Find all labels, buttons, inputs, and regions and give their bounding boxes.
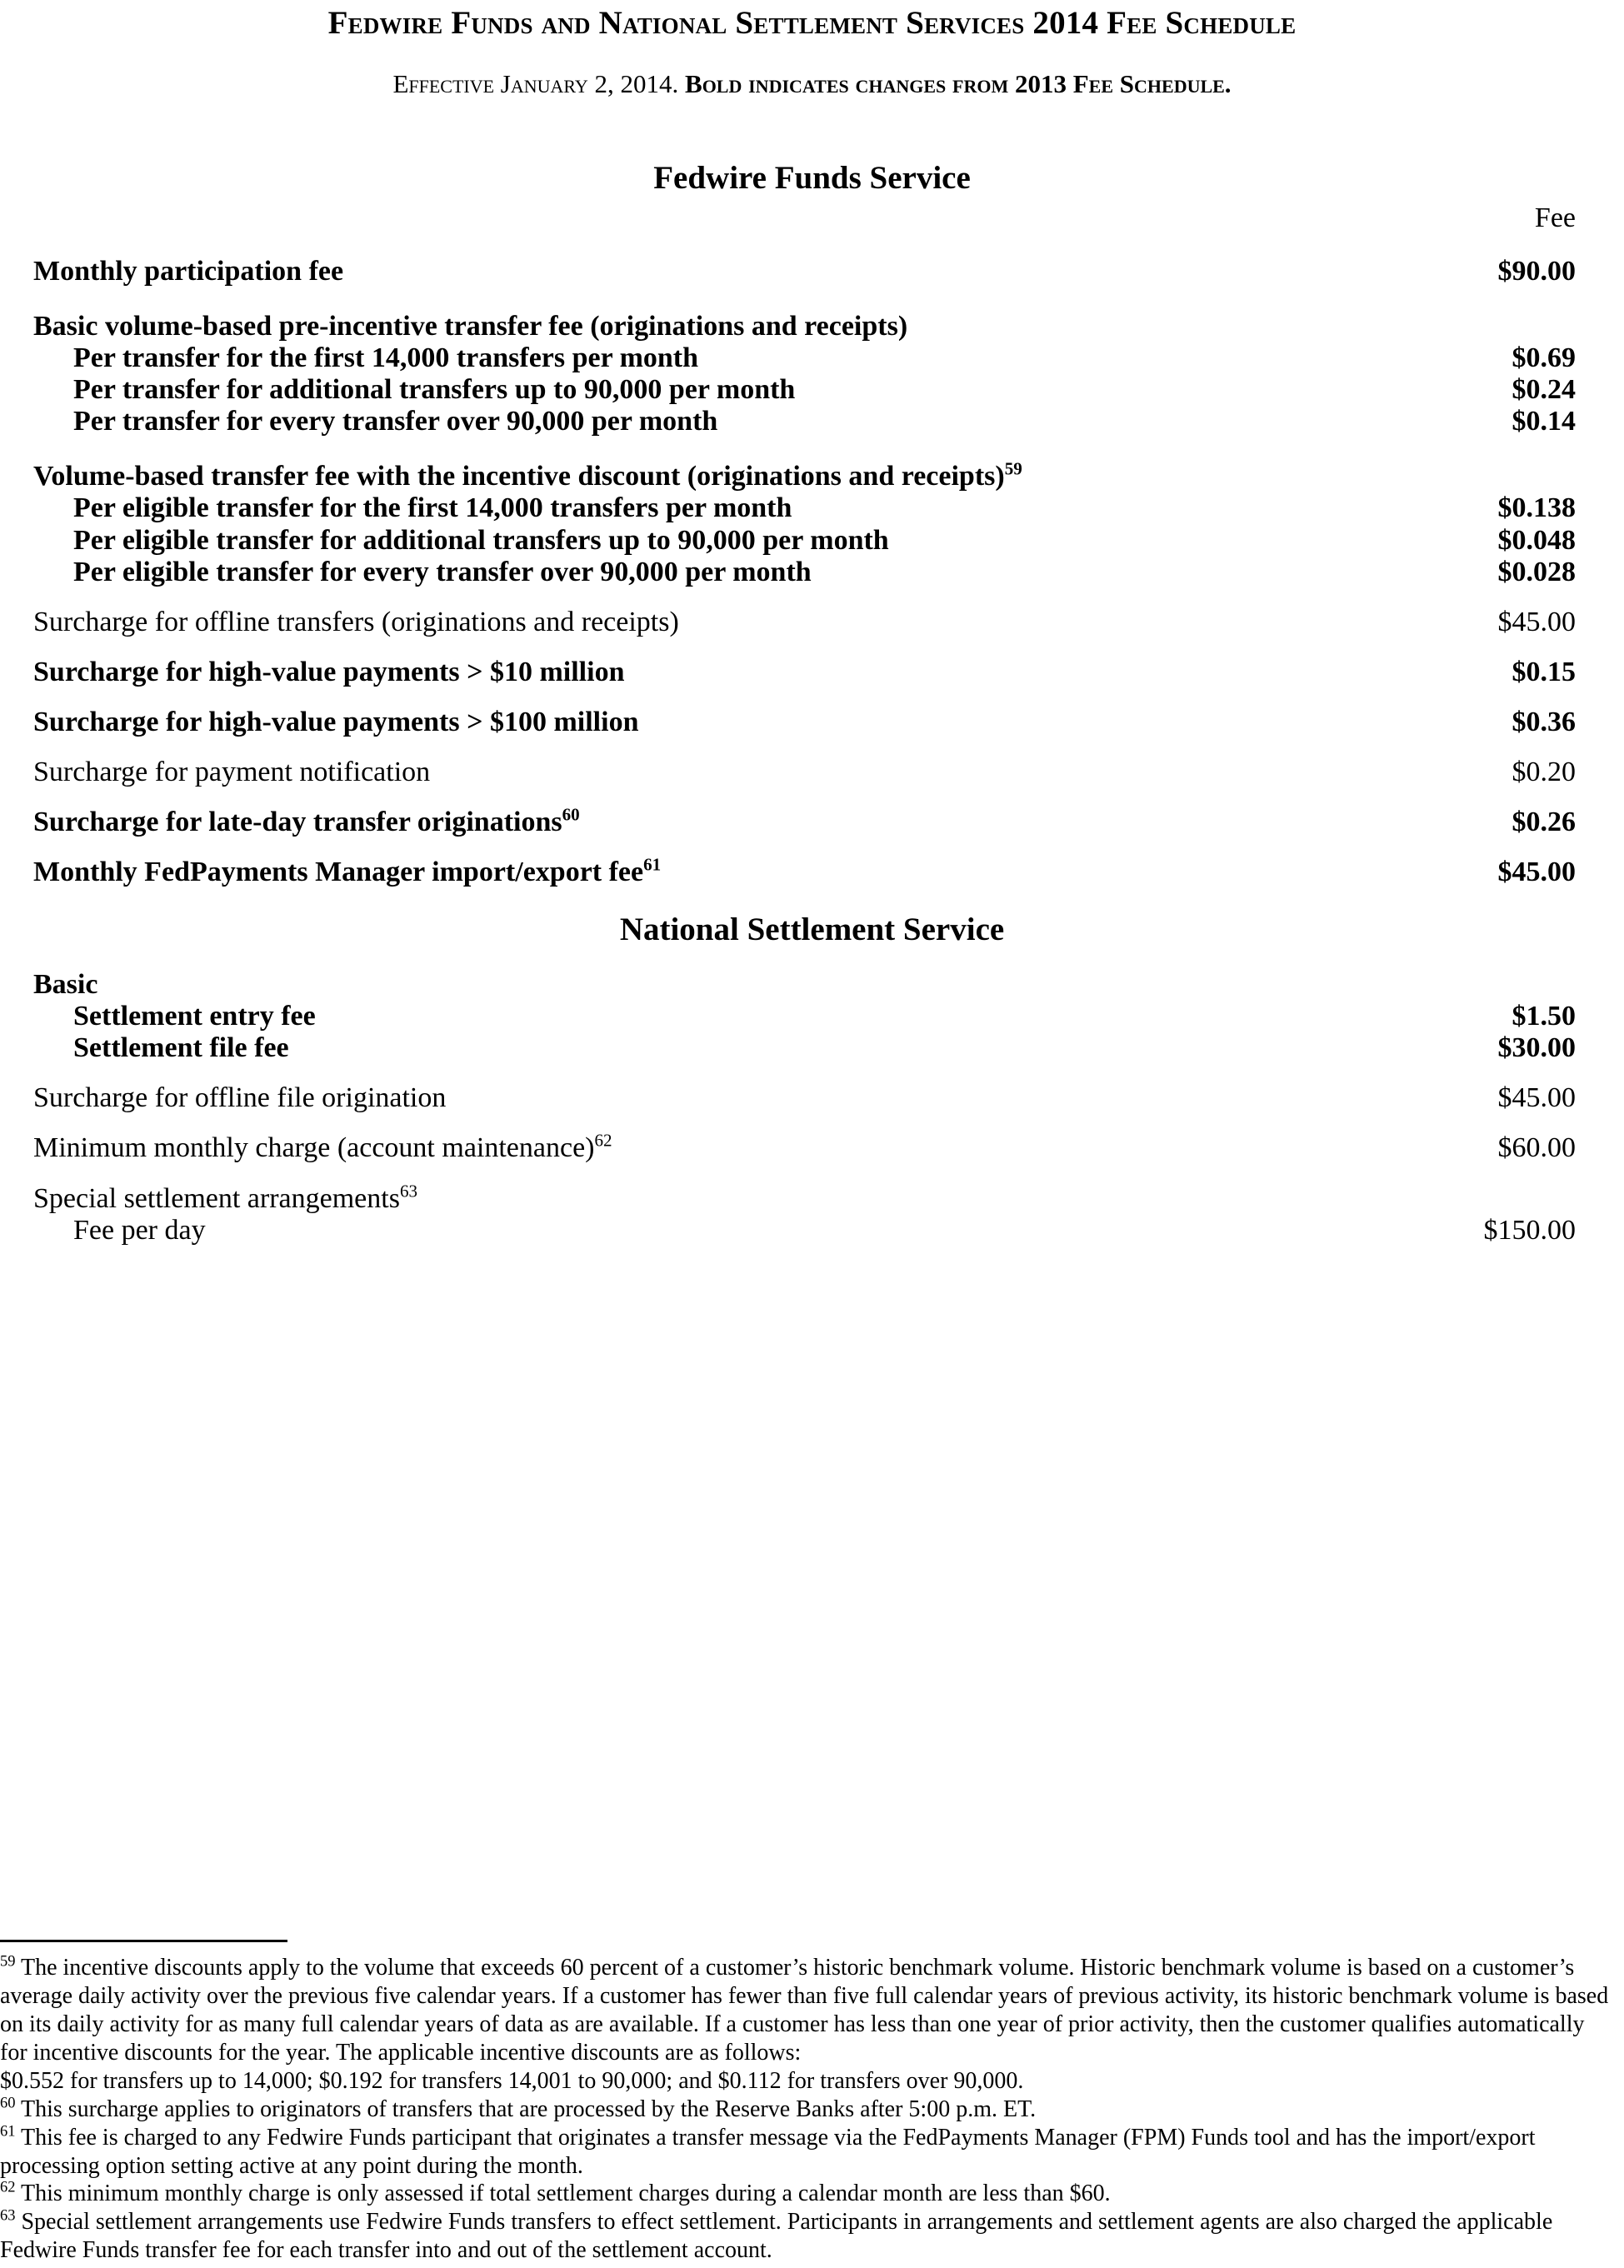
fee-row-value: $0.14 <box>1512 406 1576 437</box>
fee-row-value: $45.00 <box>1497 857 1576 888</box>
fee-row <box>33 607 1576 638</box>
fee-row-value: $0.24 <box>1512 374 1576 406</box>
fee-row <box>33 557 1576 588</box>
fee-row-value: $60.00 <box>1497 1132 1576 1164</box>
footnote-number: 63 <box>0 2206 16 2224</box>
fee-row-label: Per transfer for the first 14,000 transfers per month <box>73 342 699 374</box>
fee-row <box>33 492 1576 524</box>
footnote-marker: 60 <box>562 804 580 825</box>
fee-row-label: Surcharge for high-value payments > $100 million <box>33 706 639 737</box>
fee-row <box>33 1082 1576 1114</box>
fee-row <box>33 1132 1576 1164</box>
footnote <box>0 2208 1617 2265</box>
footnote-marker: 59 <box>1004 459 1022 480</box>
footnote-text: $0.552 for transfers up to 14,000; $0.192 for transfers 14,001 to 90,000; and $0.112 for transfers over 90,000. <box>0 2067 1024 2094</box>
fee-row-value: $150.00 <box>1483 1214 1576 1246</box>
footnote-number: 62 <box>0 2179 16 2196</box>
footnote-list <box>0 1954 1617 2265</box>
fee-row-label: Basic volume-based pre-incentive transfer fee (originations and receipts) <box>33 311 908 342</box>
section-title-fedwire-funds-service: Fedwire Funds Service <box>653 160 971 196</box>
fee-row-value: $1.50 <box>1512 1001 1576 1032</box>
fee-row <box>33 657 1576 688</box>
fee-row-label: Per eligible transfer for every transfer over 90,000 per month <box>73 556 812 587</box>
subtitle-effective-date: Effective January 2, 2014. <box>392 69 686 98</box>
fee-row-label: Fee per day <box>73 1214 206 1246</box>
fee-column-header: Fee <box>1534 202 1576 233</box>
fee-row <box>33 1183 1576 1215</box>
fee-row-label: Monthly FedPayments Manager import/export fee$^{61}$ <box>33 854 662 888</box>
fee-rows-fedwire <box>0 256 1624 888</box>
fee-row-label: Monthly participation fee <box>33 256 344 287</box>
fee-row <box>33 342 1576 374</box>
footnote-marker: 61 <box>643 854 662 875</box>
fee-row <box>33 406 1576 437</box>
fee-row-label: Surcharge for offline transfers (originations and receipts) <box>33 606 679 637</box>
document-subtitle <box>0 39 1624 97</box>
fee-row <box>33 757 1576 788</box>
fee-row <box>33 256 1576 287</box>
fee-row <box>33 1215 1576 1246</box>
footnote-marker: 63 <box>399 1181 418 1201</box>
fee-row-label: Surcharge for late-day transfer originations$^{60}$ <box>33 804 580 838</box>
fee-row-label: Minimum monthly charge (account maintenance)$^{62}$ <box>33 1131 612 1164</box>
fee-row <box>33 1032 1576 1064</box>
footnote-number: 61 <box>0 2122 16 2140</box>
document-title: Fedwire Funds and National Settlement Services 2014 Fee Schedule <box>327 5 1297 41</box>
footnotes-area <box>0 1940 1624 2265</box>
fee-row <box>33 374 1576 406</box>
fee-row-label: Surcharge for payment notification <box>33 756 431 787</box>
fee-row <box>33 311 1576 342</box>
footnote <box>0 2180 1617 2208</box>
footnote-text: The incentive discounts apply to the volume that exceeds 60 percent of a customer’s historic benchmark volume. Historic benchmark volume is based on a customer’s average daily activity over the previous five calendar years. If a customer has fewer than five full calendar years of previous activity, its historic benchmark volume is based on its daily activity for as many full calendar years of data as are available. If a customer has less than one year of prior activity, then the customer qualifies automatically for incentive discounts for the year. The applicable incentive discounts are as follows: <box>0 1955 1609 2066</box>
fee-row-label: Settlement file fee <box>73 1032 289 1064</box>
footnote-text: This surcharge applies to originators of transfers that are processed by the Reserve Banks after 5:00 p.m. ET. <box>20 2096 1037 2122</box>
fee-row-label: Special settlement arrangements$^{63}$ <box>33 1181 418 1214</box>
footnote-number: 60 <box>0 2094 16 2111</box>
fee-row-value: $0.138 <box>1497 492 1576 524</box>
footnote-marker: 62 <box>594 1131 612 1151</box>
fee-rows-national-settlement <box>0 969 1624 1246</box>
footnote <box>0 2096 1617 2124</box>
fee-row-value: $0.048 <box>1497 524 1576 556</box>
fee-row-value: $0.26 <box>1512 807 1576 838</box>
fee-row-value: $45.00 <box>1497 1082 1576 1114</box>
footnote <box>0 2124 1617 2181</box>
footnote-separator-rule <box>0 1940 287 1942</box>
fee-row-label: Settlement entry fee <box>73 1001 316 1032</box>
fee-row-label: Per transfer for every transfer over 90,000 per month <box>73 406 718 437</box>
fee-row-value: $90.00 <box>1497 256 1576 287</box>
fee-row <box>33 707 1576 738</box>
fee-row-value: $0.028 <box>1497 556 1576 587</box>
fee-row <box>33 525 1576 557</box>
footnote <box>0 2067 1617 2096</box>
fee-row-label: Surcharge for high-value payments > $10 million <box>33 656 625 687</box>
fee-row <box>33 461 1576 492</box>
fee-row-value: $0.20 <box>1512 756 1576 787</box>
fee-row-value: $0.36 <box>1512 706 1576 737</box>
fee-row-label: Basic <box>33 969 98 1001</box>
fee-row <box>33 969 1576 1001</box>
fee-row <box>33 804 1576 838</box>
fee-row-value: $0.15 <box>1512 656 1576 687</box>
footnote-text: Special settlement arrangements use Fedwire Funds transfers to effect settlement. Participants in arrangements and settlement agents are also charged the applicable Fedwire Funds transfer fee for each transfer into and out of the settlement account. <box>0 2209 1553 2264</box>
fee-row-label: Per eligible transfer for the first 14,000 transfers per month <box>73 492 792 524</box>
fee-row-label: Per transfer for additional transfers up to 90,000 per month <box>73 374 796 406</box>
footnote-text: This fee is charged to any Fedwire Funds participant that originates a transfer message via the FedPayments Manager (FPM) Funds tool and has the import/export processing option setting active at any point during the month. <box>0 2124 1536 2179</box>
fee-row-value: $30.00 <box>1497 1032 1576 1064</box>
fee-row-label: Volume-based transfer fee with the incentive discount (originations and receipts)$^{59}$ <box>33 459 1022 492</box>
fee-row-label: Surcharge for offline file origination <box>33 1082 447 1114</box>
fee-row-label: Per eligible transfer for additional transfers up to 90,000 per month <box>73 524 889 556</box>
subtitle-bold-notice: Bold indicates changes from 2013 Fee Schedule. <box>685 69 1232 98</box>
fee-row-value: $0.69 <box>1512 342 1576 374</box>
section-title-national-settlement-service: National Settlement Service <box>619 912 1005 948</box>
footnote-text: This minimum monthly charge is only assessed if total settlement charges during a calendar month are less than $60. <box>20 2181 1111 2207</box>
fee-row <box>33 854 1576 888</box>
fee-row <box>33 1001 1576 1032</box>
footnote <box>0 1954 1617 2067</box>
fee-row-value: $45.00 <box>1497 606 1576 637</box>
footnote-number: 59 <box>0 1953 16 1971</box>
